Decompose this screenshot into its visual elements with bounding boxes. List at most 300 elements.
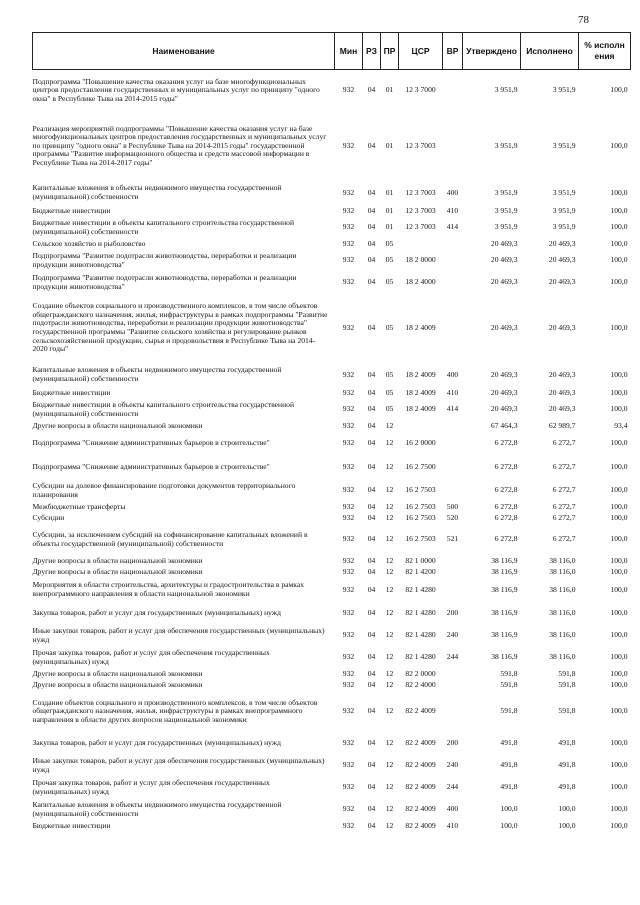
row-csr: 82 2 4000: [405, 679, 436, 689]
row-csr: 18 2 4000: [405, 277, 436, 287]
row-pr: 12: [385, 512, 394, 522]
row-percent: 100,0: [610, 652, 628, 662]
row-vr: 521: [446, 534, 459, 544]
row-vr: 520: [446, 512, 459, 522]
row-csr: 82 1 4280: [405, 630, 436, 640]
row-vr: 400: [446, 804, 459, 814]
row-approved: 591,8: [500, 668, 518, 678]
row-approved: 591,8: [500, 706, 518, 716]
row-executed: 20 469,3: [548, 387, 576, 397]
row-approved: 6 272,8: [494, 485, 518, 495]
row-pr: 12: [385, 584, 394, 594]
row-rz: 04: [367, 238, 376, 248]
row-vr: [443, 421, 463, 432]
row-min: 932: [342, 404, 355, 414]
row-name: Подпрограмма "Развитие подотрасли животноводства, переработки и реализации продукции животноводства": [32, 250, 297, 269]
row-approved: 38 116,9: [491, 630, 518, 640]
row-name: Субсидии, за исключением субсидий на софинансирование капитальных вложений в объекты государственной (муниципальной) собственности: [32, 529, 308, 548]
row-executed: 38 116,0: [549, 555, 576, 565]
header-rz: РЗ: [363, 33, 381, 70]
row-min: 932: [342, 140, 355, 150]
row-rz: 04: [367, 804, 376, 814]
row-approved: 6 272,8: [494, 438, 518, 448]
row-name: Субсидии на долевое финансирование подготовки документов территориального планирования: [32, 480, 296, 499]
row-approved: 6 272,8: [494, 534, 518, 544]
row-name: Другие вопросы в области национальной экономики: [32, 420, 203, 430]
row-pr: 12: [385, 760, 394, 770]
row-executed: 3 951,9: [552, 187, 576, 197]
row-pr: 12: [385, 679, 394, 689]
row-approved: 491,8: [500, 738, 518, 748]
row-csr: 82 2 4009: [405, 820, 436, 830]
row-executed: 3 951,9: [552, 85, 576, 95]
row-approved: 38 116,9: [491, 584, 518, 594]
page-number: 78: [578, 14, 589, 26]
row-vr: [443, 432, 463, 456]
row-min: 932: [342, 804, 355, 814]
row-percent: 100,0: [610, 322, 628, 332]
row-csr: 18 2 4009: [405, 369, 436, 379]
row-csr: 12 3 7003: [405, 205, 436, 215]
row-min: 932: [342, 420, 355, 430]
row-csr: 82 2 4009: [405, 804, 436, 814]
row-rz: 04: [367, 485, 376, 495]
row-csr: [399, 421, 443, 432]
table-row: [33, 669, 631, 680]
row-rz: 04: [367, 140, 376, 150]
row-pr: 12: [385, 438, 394, 448]
row-vr: [443, 480, 463, 502]
row-approved: 3 951,9: [494, 205, 518, 215]
row-min: 932: [342, 438, 355, 448]
row-pr: 12: [385, 738, 394, 748]
row-vr: 410: [446, 387, 459, 397]
row-min: 932: [342, 205, 355, 215]
row-rz: 04: [367, 205, 376, 215]
row-pr: 12: [385, 668, 394, 678]
row-rz: 04: [367, 369, 376, 379]
table-row: [33, 217, 631, 239]
row-csr: 18 2 4009: [405, 387, 436, 397]
row-percent: 100,0: [610, 738, 628, 748]
row-pr: 05: [385, 238, 394, 248]
header-executed: Исполнено: [521, 33, 579, 70]
row-name: Другие вопросы в области национальной экономики: [32, 555, 203, 565]
row-percent: 100,0: [610, 820, 628, 830]
row-percent: 100,0: [610, 512, 628, 522]
row-name: Подпрограмма "Снижение административных барьеров в строительстве": [32, 438, 270, 448]
row-name: Прочая закупка товаров, работ и услуг для обеспечения государственных (муниципальных) нужд: [32, 777, 270, 796]
row-executed: 6 272,7: [552, 438, 576, 448]
row-csr: 82 2 4009: [405, 706, 436, 716]
row-name: Прочая закупка товаров, работ и услуг для обеспечения государственных (муниципальных) нужд: [32, 647, 270, 666]
row-rz: 04: [367, 420, 376, 430]
row-approved: 100,0: [500, 820, 518, 830]
row-rz: 04: [367, 608, 376, 618]
row-rz: 04: [367, 222, 376, 232]
row-min: 932: [342, 369, 355, 379]
row-min: 932: [342, 760, 355, 770]
table-row: [33, 294, 631, 363]
table-row: [33, 524, 631, 556]
row-vr: [443, 70, 463, 112]
row-name: Закупка товаров, работ и услуг для государственных (муниципальных) нужд: [32, 608, 281, 618]
table-row: [33, 567, 631, 578]
row-pr: 01: [385, 85, 394, 95]
table-row: [33, 755, 631, 777]
row-approved: 20 469,3: [490, 369, 518, 379]
row-rz: 04: [367, 738, 376, 748]
row-pr: 05: [385, 277, 394, 287]
table-row: [33, 733, 631, 755]
table-row: [33, 625, 631, 647]
table-row: [33, 181, 631, 206]
row-percent: 100,0: [610, 804, 628, 814]
row-executed: 62 989,7: [548, 420, 576, 430]
row-approved: 100,0: [500, 804, 518, 814]
budget-table: [32, 32, 631, 832]
row-pr: 05: [385, 322, 394, 332]
row-min: 932: [342, 222, 355, 232]
row-vr: [443, 272, 463, 294]
row-min: 932: [342, 501, 355, 511]
row-vr: 244: [446, 782, 459, 792]
row-executed: 20 469,3: [548, 369, 576, 379]
row-executed: 491,8: [558, 782, 576, 792]
row-min: 932: [342, 566, 355, 576]
row-approved: 6 272,8: [494, 462, 518, 472]
row-pr: 12: [385, 820, 394, 830]
row-executed: 38 116,0: [549, 652, 576, 662]
table-header: [33, 33, 631, 70]
row-min: 932: [342, 255, 355, 265]
row-min: 932: [342, 782, 355, 792]
row-approved: 20 469,3: [490, 322, 518, 332]
row-pr: 12: [385, 555, 394, 565]
row-vr: [443, 456, 463, 480]
row-pr: 12: [385, 706, 394, 716]
header-min: Мин: [335, 33, 363, 70]
row-approved: 38 116,9: [491, 608, 518, 618]
row-pr: 05: [385, 255, 394, 265]
row-csr: 82 1 4200: [405, 566, 436, 576]
header-csr: ЦСР: [399, 33, 443, 70]
row-vr: 400: [446, 369, 459, 379]
row-percent: 100,0: [610, 566, 628, 576]
row-name: Бюджетные инвестиции: [32, 820, 111, 830]
row-name: Субсидии: [32, 512, 65, 522]
row-percent: 100,0: [610, 760, 628, 770]
row-executed: 591,8: [558, 706, 576, 716]
table-row: [33, 647, 631, 669]
row-pr: 12: [385, 534, 394, 544]
row-rz: 04: [367, 255, 376, 265]
row-name: Иные закупки товаров, работ и услуг для обеспечения государственных (муниципальных) нужд: [32, 625, 325, 644]
row-vr: 200: [446, 608, 459, 618]
row-rz: 04: [367, 584, 376, 594]
row-name: Иные закупки товаров, работ и услуг для обеспечения государственных (муниципальных) нужд: [32, 755, 325, 774]
row-pr: 05: [385, 404, 394, 414]
row-percent: 100,0: [610, 608, 628, 618]
row-executed: 591,8: [558, 668, 576, 678]
row-min: 932: [342, 387, 355, 397]
row-vr: [443, 691, 463, 733]
row-executed: 3 951,9: [552, 140, 576, 150]
table-row: [33, 799, 631, 821]
row-csr: 82 2 4009: [405, 782, 436, 792]
row-percent: 100,0: [610, 485, 628, 495]
row-approved: 6 272,8: [494, 501, 518, 511]
row-min: 932: [342, 485, 355, 495]
table-row: [33, 432, 631, 456]
row-vr: 200: [446, 738, 459, 748]
row-executed: 3 951,9: [552, 205, 576, 215]
table-row: [33, 578, 631, 603]
row-approved: 3 951,9: [494, 222, 518, 232]
row-csr: 16 2 7503: [405, 512, 436, 522]
row-percent: 100,0: [610, 205, 628, 215]
header-approved: Утверждено: [463, 33, 521, 70]
table-row: [33, 821, 631, 832]
table-row: [33, 513, 631, 524]
row-vr: [443, 669, 463, 680]
row-executed: 20 469,3: [548, 255, 576, 265]
row-min: 932: [342, 652, 355, 662]
row-executed: 38 116,0: [549, 608, 576, 618]
row-csr: 18 2 4009: [405, 404, 436, 414]
table-row: [33, 70, 631, 112]
row-csr: 82 1 4280: [405, 584, 436, 594]
row-executed: 491,8: [558, 760, 576, 770]
row-pr: 12: [385, 804, 394, 814]
row-min: 932: [342, 462, 355, 472]
row-executed: 38 116,0: [549, 630, 576, 640]
row-csr: 12 3 7003: [405, 187, 436, 197]
row-executed: 20 469,3: [548, 404, 576, 414]
row-min: 932: [342, 277, 355, 287]
row-executed: 38 116,0: [549, 566, 576, 576]
row-pr: 12: [385, 652, 394, 662]
row-rz: 04: [367, 404, 376, 414]
row-approved: 491,8: [500, 782, 518, 792]
row-min: 932: [342, 555, 355, 565]
row-csr: 12 3 7003: [405, 140, 436, 150]
row-csr: 16 2 0000: [405, 438, 436, 448]
row-pr: 01: [385, 205, 394, 215]
row-name: Мероприятия в области строительства, архитектуры и градостроительства в рамках внепрограммного направления в области национальной экономики: [32, 580, 305, 598]
row-csr: 82 1 4280: [405, 652, 436, 662]
row-rz: 04: [367, 706, 376, 716]
row-rz: 04: [367, 782, 376, 792]
row-percent: 100,0: [610, 584, 628, 594]
row-csr: 12 3 7003: [405, 222, 436, 232]
row-name: Бюджетные инвестиции: [32, 387, 111, 397]
row-pr: 12: [385, 566, 394, 576]
row-min: 932: [342, 322, 355, 332]
row-name: Другие вопросы в области национальной экономики: [32, 668, 203, 678]
row-vr: 414: [446, 222, 459, 232]
row-csr: 18 2 4009: [405, 322, 436, 332]
row-approved: 3 951,9: [494, 85, 518, 95]
row-percent: 100,0: [610, 255, 628, 265]
row-rz: 04: [367, 566, 376, 576]
row-name: Подпрограмма "Развитие подотрасли животноводства, переработки и реализации продукции животноводства": [32, 272, 297, 291]
row-approved: 6 272,8: [494, 512, 518, 522]
table-row: [33, 680, 631, 691]
row-percent: 93,4: [614, 420, 628, 430]
row-vr: [443, 112, 463, 181]
header-percent: % исполн ения: [579, 33, 631, 70]
row-percent: 100,0: [610, 85, 628, 95]
row-approved: 20 469,3: [490, 387, 518, 397]
header-pr: ПР: [381, 33, 399, 70]
row-min: 932: [342, 738, 355, 748]
row-csr: 82 2 4009: [405, 760, 436, 770]
row-vr: [443, 556, 463, 567]
row-vr: [443, 680, 463, 691]
row-executed: 6 272,7: [552, 534, 576, 544]
row-percent: 100,0: [610, 668, 628, 678]
row-vr: 400: [446, 187, 459, 197]
row-percent: 100,0: [610, 187, 628, 197]
row-name: Бюджетные инвестиции в объекты капитального строительства государственной (муниципальной) собственности: [32, 399, 295, 418]
row-min: 932: [342, 608, 355, 618]
row-csr: 82 2 4009: [405, 738, 436, 748]
row-rz: 04: [367, 277, 376, 287]
row-csr: 16 2 7503: [405, 501, 436, 511]
row-pr: 01: [385, 140, 394, 150]
table-body: [33, 70, 631, 832]
table-row: [33, 502, 631, 513]
row-name: Закупка товаров, работ и услуг для государственных (муниципальных) нужд: [32, 738, 281, 748]
row-min: 932: [342, 668, 355, 678]
row-vr: 240: [446, 760, 459, 770]
row-rz: 04: [367, 462, 376, 472]
row-name: Бюджетные инвестиции в объекты капитального строительства государственной (муниципальной) собственности: [32, 217, 295, 236]
row-percent: 100,0: [610, 679, 628, 689]
row-approved: 20 469,3: [490, 255, 518, 265]
row-percent: 100,0: [610, 387, 628, 397]
row-approved: 3 951,9: [494, 140, 518, 150]
row-vr: 244: [446, 652, 459, 662]
row-executed: 38 116,0: [549, 584, 576, 594]
row-csr: 12 3 7000: [405, 85, 436, 95]
table-row: [33, 272, 631, 294]
row-name: Другие вопросы в области национальной экономики: [32, 679, 203, 689]
row-executed: 591,8: [558, 679, 576, 689]
row-approved: 3 951,9: [494, 187, 518, 197]
row-percent: 100,0: [610, 462, 628, 472]
table-row: [33, 388, 631, 399]
row-vr: [443, 294, 463, 363]
row-rz: 04: [367, 322, 376, 332]
row-rz: 04: [367, 760, 376, 770]
row-rz: 04: [367, 438, 376, 448]
row-min: 932: [342, 679, 355, 689]
row-approved: 20 469,3: [490, 238, 518, 248]
row-name: Другие вопросы в области национальной экономики: [32, 566, 203, 576]
row-percent: 100,0: [610, 404, 628, 414]
row-min: 932: [342, 630, 355, 640]
row-name: Капитальные вложения в объекты недвижимого имущества государственной (муниципальной) собственности: [32, 183, 282, 201]
row-approved: 38 116,9: [491, 566, 518, 576]
row-vr: [443, 239, 463, 250]
row-approved: 67 464,3: [490, 420, 518, 430]
row-rz: 04: [367, 187, 376, 197]
table-row: [33, 603, 631, 625]
table-row: [33, 480, 631, 502]
row-pr: 12: [385, 501, 394, 511]
table-row: [33, 239, 631, 250]
table-row: [33, 456, 631, 480]
row-pr: 12: [385, 630, 394, 640]
row-approved: 491,8: [500, 760, 518, 770]
row-name: Межбюджетные трансферты: [32, 501, 126, 511]
row-executed: 6 272,7: [552, 462, 576, 472]
row-percent: 100,0: [610, 782, 628, 792]
row-executed: 6 272,7: [552, 501, 576, 511]
table-row: [33, 399, 631, 421]
row-csr: 18 2 0000: [405, 255, 436, 265]
header-name: Наименование: [33, 33, 335, 70]
row-percent: 100,0: [610, 222, 628, 232]
row-approved: 20 469,3: [490, 277, 518, 287]
row-csr: 82 1 0000: [405, 555, 436, 565]
row-csr: 16 2 7503: [405, 534, 436, 544]
row-percent: 100,0: [610, 369, 628, 379]
row-pr: 05: [385, 369, 394, 379]
row-executed: 20 469,3: [548, 277, 576, 287]
row-rz: 04: [367, 501, 376, 511]
row-rz: 04: [367, 555, 376, 565]
row-vr: 240: [446, 630, 459, 640]
row-pr: 12: [385, 782, 394, 792]
table-row: [33, 691, 631, 733]
row-rz: 04: [367, 630, 376, 640]
row-min: 932: [342, 85, 355, 95]
row-rz: 04: [367, 668, 376, 678]
row-approved: 591,8: [500, 679, 518, 689]
row-pr: 12: [385, 462, 394, 472]
row-pr: 05: [385, 387, 394, 397]
row-executed: 491,8: [558, 738, 576, 748]
row-csr: 82 2 0000: [405, 668, 436, 678]
row-rz: 04: [367, 820, 376, 830]
table-row: [33, 206, 631, 217]
row-pr: 01: [385, 222, 394, 232]
row-vr: 410: [446, 205, 459, 215]
row-vr: [443, 578, 463, 603]
row-executed: 20 469,3: [548, 322, 576, 332]
row-executed: 20 469,3: [548, 238, 576, 248]
row-percent: 100,0: [610, 534, 628, 544]
row-vr: [443, 250, 463, 272]
row-csr: 16 2 7503: [405, 485, 436, 495]
row-percent: 100,0: [610, 555, 628, 565]
row-pr: 12: [385, 608, 394, 618]
row-approved: 38 116,9: [491, 555, 518, 565]
row-min: 932: [342, 238, 355, 248]
row-rz: 04: [367, 85, 376, 95]
row-name: Реализация мероприятий подпрограммы "Повышение качества оказания услуг на базе многофункциональных центров предоставления государственных и муниципальных услуг по принципу "одного окна" в Республике Тыва на 2014-2015 годы" государственной программы "Развитие информационного общества и средств массовой информации в Республике Тыва на 2014-2017 годы": [32, 123, 327, 167]
row-percent: 100,0: [610, 438, 628, 448]
row-executed: 100,0: [558, 820, 576, 830]
row-vr: [443, 567, 463, 578]
table-row: [33, 250, 631, 272]
row-min: 932: [342, 534, 355, 544]
row-percent: 100,0: [610, 140, 628, 150]
row-min: 932: [342, 512, 355, 522]
